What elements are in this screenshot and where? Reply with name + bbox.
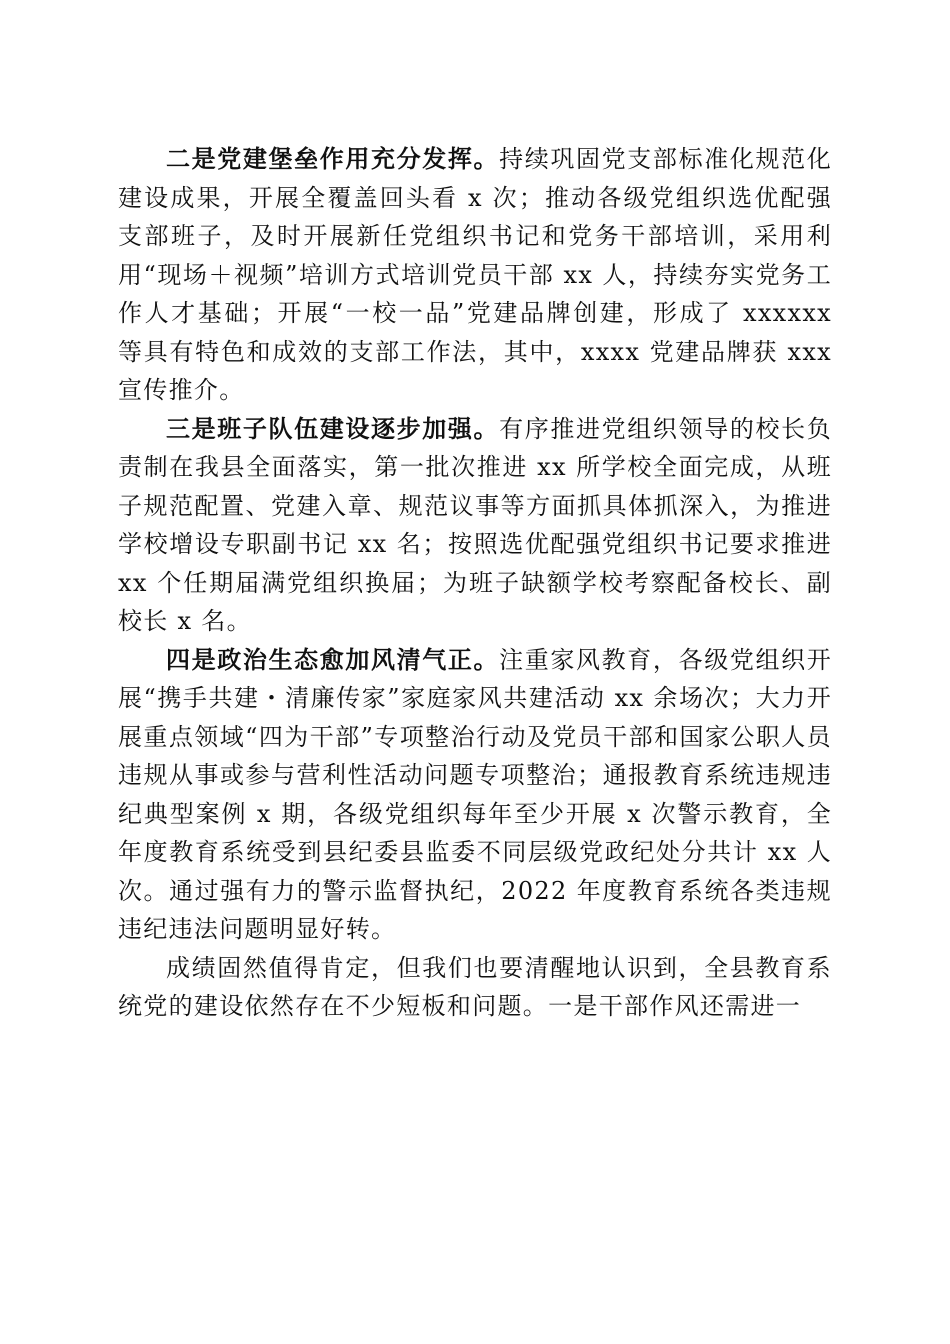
paragraph-text: 持续巩固党支部标准化规范化建设成果，开展全覆盖回头看 x 次；推动各级党组织选优配强支部班子，及时开展新任党组织书记和党务干部培训，采用利用“现场＋视频”培训方式培训党员干部 xx 人，持续夯实党务工作人才基础；开展“一校一品”党建品牌创建，形成了 xxxxxx 等具有特色和成效的支部工作法，其中，xxxx 党建品牌获 xxx 宣传推介。 <box>118 145 833 404</box>
paragraph-text: 有序推进党组织领导的校长负责制在我县全面落实，第一批次推进 xx 所学校全面完成，从班子规范配置、党建入章、规范议事等方面抓具体抓深入，为推进学校增设专职副书记 xx 名；按照选优配强党组织书记要求推进 xx 个任期届满党组织换届；为班子缺额学校考察配备校长、副校长 x 名。 <box>118 414 833 635</box>
paragraph-political-ecology <box>118 641 832 949</box>
paragraph-text: 注重家风教育，各级党组织开展“携手共建・清廉传家”家庭家风共建活动 xx 余场次；大力开展重点领域“四为干部”专项整治行动及党员干部和国家公职人员违规从事或参与营利性活动问题专项整治；通报教育系统违规违纪典型案例 x 期，各级党组织每年至少开展 x 次警示教育，全年度教育系统受到县纪委县监委不同层级党政纪处分共计 xx 人次。通过强有力的警示监督执纪，2022 年度教育系统各类违规违纪违法问题明显好转。 <box>118 645 833 943</box>
document-body <box>118 140 832 1026</box>
paragraph-heading: 二是党建堡垒作用充分发挥。 <box>166 144 500 173</box>
paragraph-text: 成绩固然值得肯定，但我们也要清醒地认识到，全县教育系统党的建设依然存在不少短板和问题。一是干部作风还需进一 <box>118 953 832 1020</box>
paragraph-team-building <box>118 410 832 641</box>
paragraph-party-building <box>118 140 832 410</box>
paragraph-heading: 三是班子队伍建设逐步加强。 <box>166 413 500 443</box>
paragraph-shortcomings <box>118 949 832 1026</box>
paragraph-heading: 四是政治生态愈加风清气正。 <box>166 644 500 674</box>
